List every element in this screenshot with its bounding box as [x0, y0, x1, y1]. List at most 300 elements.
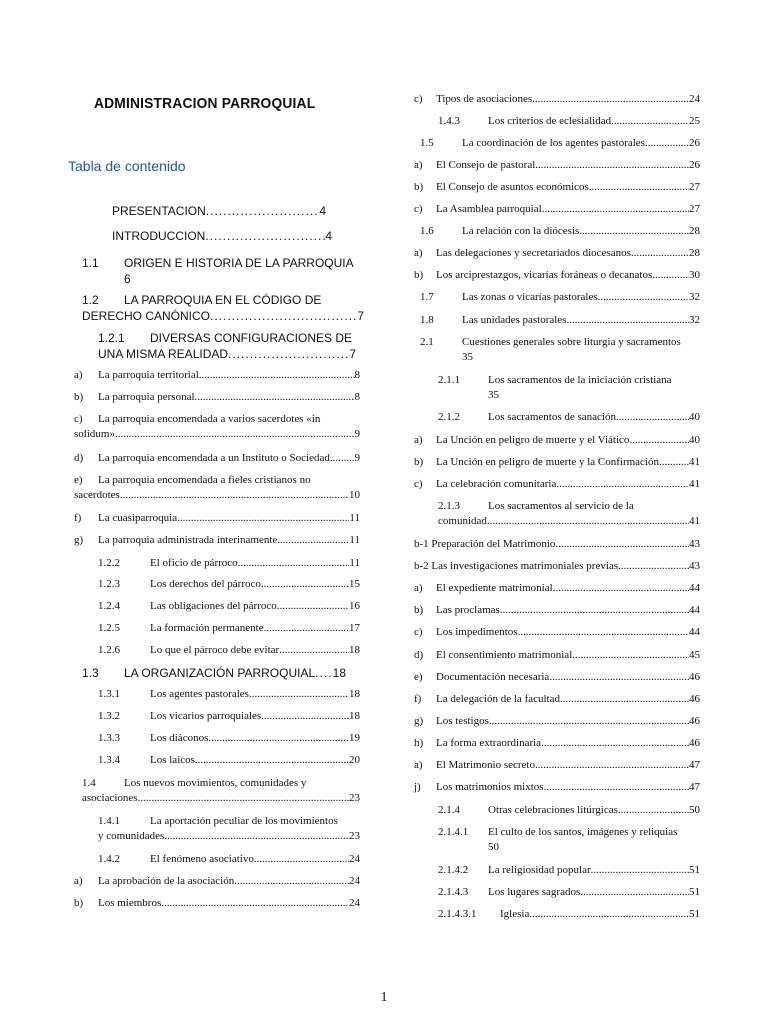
toc-entry-page: 11: [349, 557, 360, 569]
toc-entry-title: Otras celebraciones litúrgicas: [488, 804, 618, 816]
toc-entry-number: c): [414, 478, 423, 490]
dot-leader: [529, 907, 689, 922]
toc-entry-title: Los criterios de eclesialidad: [488, 115, 612, 127]
toc-entry-number: 1.2.4: [98, 600, 120, 612]
toc-entry-page: 6: [124, 272, 131, 286]
dot-leader: [234, 874, 349, 889]
toc-entry-number: 1.3.2: [98, 710, 120, 722]
toc-entry-title: PRESENTACION: [112, 204, 206, 218]
toc-entry-page: 7: [349, 347, 356, 361]
toc-entry[interactable]: [414, 581, 700, 596]
toc-entry[interactable]: [74, 533, 360, 548]
toc-entry-title: El Consejo de asuntos económicos: [436, 181, 589, 193]
dot-leader: [535, 158, 689, 173]
toc-entry-page: 41: [689, 478, 700, 490]
toc-entry-title: DIVERSAS CONFIGURACIONES DE: [150, 331, 353, 345]
toc-entry-page: 11: [349, 512, 360, 524]
dot-leader: [161, 896, 349, 911]
toc-entry[interactable]: [98, 731, 360, 746]
toc-entry-number: d): [414, 649, 424, 661]
dot-leader: [138, 791, 349, 806]
dot-leader: [177, 511, 349, 526]
toc-entry-title: La coordinación de los agentes pastorales: [462, 137, 645, 149]
toc-entry-number: c): [74, 413, 83, 425]
toc-entry-page: 41: [689, 456, 700, 468]
toc-entry-page: 9: [354, 452, 360, 464]
toc-entry-title-continued: y comunidades: [98, 830, 165, 842]
toc-entry-page: 40: [689, 411, 700, 423]
dot-leader: [208, 731, 349, 746]
toc-entry-title: Los sacramentos de la iniciación cristiana: [488, 374, 672, 386]
toc-entry-page: 24: [349, 853, 360, 865]
toc-entry-number: a): [74, 875, 83, 887]
toc-entry-title-continued: comunidad: [438, 515, 487, 527]
dot-leader: [629, 433, 689, 448]
toc-entry[interactable]: [414, 202, 700, 217]
toc-entry-title: Los matrimonios mixtos: [436, 781, 544, 793]
toc-entry-page: 26: [689, 137, 700, 149]
dot-leader: [277, 533, 349, 548]
toc-entry-page: 18: [349, 688, 360, 700]
toc-entry[interactable]: [414, 92, 700, 107]
dot-leader: [489, 714, 689, 729]
toc-entry-page: 46: [689, 737, 700, 749]
dot-leader: [579, 224, 689, 239]
toc-entry[interactable]: [438, 885, 700, 900]
toc-entry-number: b): [74, 391, 84, 403]
toc-entry-page: 45: [689, 649, 700, 661]
toc-entry-title: ORIGEN E HISTORIA DE LA PARROQUIA: [124, 256, 354, 270]
toc-entry[interactable]: [98, 814, 360, 844]
dot-leader: [195, 753, 349, 768]
toc-entry-title: El Matrimonio secreto: [436, 759, 535, 771]
toc-entry-number: 1.2.3: [98, 578, 120, 590]
toc-entry-title: Documentación necesaria: [436, 671, 550, 683]
toc-entry-title: La aportación peculiar de los movimientos: [150, 815, 338, 827]
toc-entry-number: c): [414, 203, 423, 215]
toc-entry[interactable]: [112, 203, 326, 219]
document-title: ADMINISTRACION PARROQUIAL: [94, 95, 316, 112]
toc-entry-page: 18: [332, 666, 346, 680]
toc-heading: Tabla de contenido: [68, 158, 186, 174]
toc-entry-page: 27: [689, 203, 700, 215]
toc-entry-number: e): [414, 671, 423, 683]
toc-entry-number: 2.1.4.3: [438, 886, 469, 898]
toc-entry-title: La Unción en peligro de muerte y el Viático: [436, 434, 630, 446]
toc-entry-page: 51: [689, 908, 700, 920]
toc-entry-number: a): [414, 434, 423, 446]
toc-entry-number: h): [414, 737, 424, 749]
toc-entry-title: El oficio de párroco: [150, 557, 238, 569]
toc-entry-page: 35: [488, 389, 499, 401]
toc-entry-page: 47: [689, 759, 700, 771]
dot-leader: [611, 114, 689, 129]
dot-leader: [555, 537, 689, 552]
dot-leader: [199, 368, 355, 383]
toc-entry-title: Los sacramentos de sanación: [488, 411, 616, 423]
toc-entry-number: b): [74, 897, 84, 909]
toc-entry-number: e): [74, 474, 83, 486]
toc-entry[interactable]: [420, 136, 700, 151]
toc-entry-page: 41: [689, 515, 700, 527]
toc-entry-number: 2.1.2: [438, 411, 460, 423]
toc-entry-number: b): [414, 181, 424, 193]
dot-leader: [616, 410, 689, 425]
toc-entry-title: Las unidades pastorales: [462, 314, 567, 326]
toc-entry-title: La parroquia encomendada a fieles cristianos no: [98, 474, 311, 486]
toc-entry[interactable]: [420, 224, 700, 239]
toc-entry-page: 9: [354, 428, 360, 440]
toc-entry-page: 44: [689, 626, 700, 638]
toc-entry-page: 26: [689, 159, 700, 171]
dot-leader: [560, 692, 689, 707]
toc-entry-title-continued: asociaciones: [82, 792, 138, 804]
toc-entry-number: a): [414, 247, 423, 259]
toc-entry-number: 1.2.2: [98, 557, 120, 569]
toc-entry-number: 2.1.4.2: [438, 864, 469, 876]
toc-entry-number: 2.1.4: [438, 804, 460, 816]
toc-entry-title: La parroquia personal: [98, 391, 195, 403]
toc-entry[interactable]: [414, 714, 700, 729]
dot-leader: [589, 180, 689, 195]
toc-entry-number: 2.1.4.1: [438, 826, 469, 838]
toc-entry[interactable]: [420, 290, 700, 305]
toc-entry-number: 1.2.6: [98, 644, 120, 656]
toc-entry[interactable]: [414, 648, 700, 663]
toc-entry-page: 51: [689, 886, 700, 898]
toc-entry-title-continued: solidum»: [74, 428, 115, 440]
toc-entry-title: Las obligaciones del párroco: [150, 600, 277, 612]
toc-entry-number: 1.4: [82, 777, 96, 789]
toc-entry-title-continued: sacerdotes: [74, 489, 120, 501]
toc-entry[interactable]: [414, 780, 700, 795]
toc-entry-number: 2.1.1: [438, 374, 460, 386]
dot-leader: [580, 885, 689, 900]
dot-leader: [566, 313, 689, 328]
toc-entry[interactable]: [74, 451, 360, 466]
toc-entry[interactable]: [74, 874, 360, 889]
toc-entry-page: 4: [319, 204, 326, 218]
toc-entry[interactable]: [414, 736, 700, 751]
dot-leader: [249, 687, 349, 702]
toc-entry-title: Tipos de asociaciones: [436, 93, 533, 105]
toc-entry[interactable]: [98, 753, 360, 768]
toc-entry-title: Los lugares sagrados: [488, 886, 581, 898]
dot-leader: [541, 736, 689, 751]
toc-entry-page: 50: [689, 804, 700, 816]
toc-entry-title: Los laicos: [150, 754, 195, 766]
toc-entry-number: b): [414, 456, 424, 468]
dot-leader: [572, 648, 689, 663]
toc-entry-title: b-2 Las investigaciones matrimoniales previas: [414, 560, 619, 572]
toc-entry[interactable]: [98, 577, 360, 592]
toc-entry-page: 18: [349, 644, 360, 656]
toc-entry-title: El culto de los santos, imágenes y reliquias: [488, 826, 678, 838]
toc-entry-number: 1.8: [420, 314, 434, 326]
toc-entry-page: 35: [462, 351, 473, 363]
page-number: 1: [380, 990, 388, 1005]
toc-entry[interactable]: [420, 335, 700, 365]
toc-entry[interactable]: [420, 313, 700, 328]
toc-entry-title: El consentimiento matrimonial: [436, 649, 573, 661]
dot-leader: [115, 427, 355, 442]
toc-entry[interactable]: [438, 410, 700, 425]
toc-entry-title: Cuestiones generales sobre liturgia y sacramentos: [462, 336, 681, 348]
toc-entry-title: Los agentes pastorales: [150, 688, 249, 700]
toc-entry-number: 1.4.2: [98, 853, 120, 865]
toc-entry[interactable]: [414, 670, 700, 685]
dot-leader: [598, 290, 689, 305]
dot-leader: [228, 346, 349, 362]
toc-entry[interactable]: [414, 268, 700, 283]
toc-entry[interactable]: [74, 473, 360, 503]
toc-entry-page: 16: [349, 600, 360, 612]
toc-entry-number: 1.3.3: [98, 732, 120, 744]
toc-entry[interactable]: [414, 158, 700, 173]
dot-leader: [553, 581, 689, 596]
dot-leader: [652, 268, 689, 283]
toc-entry[interactable]: [98, 621, 360, 636]
toc-entry[interactable]: [414, 537, 700, 552]
dot-leader: [195, 390, 355, 405]
toc-entry-number: 2.1: [420, 336, 434, 348]
dot-leader: [518, 625, 689, 640]
toc-entry[interactable]: [98, 556, 360, 571]
toc-entry-number: 1.5: [420, 137, 434, 149]
dot-leader: [544, 780, 689, 795]
toc-entry-number: g): [74, 534, 84, 546]
toc-entry-title: La parroquia encomendada a un Instituto o Sociedad: [98, 452, 330, 464]
toc-entry[interactable]: [414, 246, 700, 261]
toc-entry-title-continued: DERECHO CANÓNICO: [82, 309, 211, 323]
toc-entry[interactable]: [98, 687, 360, 702]
toc-entry-title: El Consejo de pastoral: [436, 159, 536, 171]
dot-leader: [254, 852, 349, 867]
toc-entry-number: b): [414, 604, 424, 616]
toc-entry[interactable]: [98, 709, 360, 724]
toc-entry-title: Lo que el párroco debe evitar: [150, 644, 280, 656]
toc-entry[interactable]: [98, 330, 356, 362]
toc-entry[interactable]: [74, 896, 360, 911]
toc-entry-number: a): [414, 159, 423, 171]
toc-entry[interactable]: [438, 803, 700, 818]
toc-entry-number: 1.3.1: [98, 688, 120, 700]
toc-entry-title: Los diáconos: [150, 732, 209, 744]
toc-entry-title: El fenómeno asociativo: [150, 853, 254, 865]
toc-entry-title: La relación con la diócesis: [462, 225, 580, 237]
dot-leader: [645, 136, 689, 151]
toc-entry[interactable]: [438, 114, 700, 129]
dot-leader: [238, 556, 350, 571]
dot-leader: [549, 670, 689, 685]
toc-entry[interactable]: [414, 692, 700, 707]
toc-entry[interactable]: [98, 643, 360, 658]
dot-leader: [279, 643, 349, 658]
toc-entry-title: INTRODUCCION: [112, 229, 206, 243]
toc-entry-title: Los vicarios parroquiales: [150, 710, 262, 722]
toc-entry[interactable]: [82, 292, 364, 324]
toc-entry-page: 25: [689, 115, 700, 127]
toc-entry-title: b-1 Preparación del Matrimonio: [414, 538, 556, 550]
toc-entry-page: 8: [354, 369, 360, 381]
toc-entry[interactable]: [414, 455, 700, 470]
toc-entry-page: 50: [488, 841, 499, 853]
toc-entry-number: 1.1: [82, 256, 99, 270]
toc-entry-page: 10: [349, 489, 360, 501]
toc-entry-number: d): [74, 452, 84, 464]
toc-entry[interactable]: [414, 625, 700, 640]
dot-leader: [261, 577, 349, 592]
toc-entry-number: c): [414, 626, 423, 638]
toc-entry[interactable]: [438, 907, 700, 922]
toc-entry-title: Los derechos del párroco: [150, 578, 261, 590]
toc-entry[interactable]: [74, 368, 360, 383]
dot-leader: [618, 803, 689, 818]
toc-entry-page: 7: [357, 309, 364, 323]
dot-leader: [120, 488, 349, 503]
toc-entry[interactable]: [438, 499, 700, 529]
toc-entry-page: 44: [689, 582, 700, 594]
toc-entry-page: 24: [349, 897, 360, 909]
dot-leader: [532, 92, 689, 107]
toc-entry-page: 4: [325, 229, 332, 243]
dot-leader: [264, 621, 349, 636]
toc-entry[interactable]: [414, 433, 700, 448]
toc-entry-page: 19: [349, 732, 360, 744]
toc-entry-number: j): [414, 781, 421, 793]
toc-entry-number: 2.1.4.3.1: [438, 908, 477, 920]
toc-entry[interactable]: [414, 603, 700, 618]
toc-entry-title: LA PARROQUIA EN EL CÓDIGO DE: [124, 293, 322, 307]
toc-entry-page: 11: [349, 534, 360, 546]
toc-entry-page: 40: [689, 434, 700, 446]
toc-entry[interactable]: [414, 180, 700, 195]
toc-entry-number: a): [74, 369, 83, 381]
toc-entry-page: 23: [349, 830, 360, 842]
toc-entry[interactable]: [112, 228, 332, 244]
toc-entry-page: 46: [689, 693, 700, 705]
toc-entry-page: 30: [689, 269, 700, 281]
toc-entry[interactable]: [82, 255, 364, 287]
dot-leader: [206, 203, 320, 219]
toc-entry-title: La religiosidad popular: [488, 864, 591, 876]
toc-entry-title: El expediente matrimonial: [436, 582, 553, 594]
dot-leader: [542, 202, 689, 217]
toc-entry-page: 32: [689, 291, 700, 303]
toc-entry-page: 47: [689, 781, 700, 793]
toc-entry[interactable]: [98, 852, 360, 867]
toc-entry[interactable]: [98, 599, 360, 614]
toc-entry-page: 28: [689, 225, 700, 237]
toc-entry[interactable]: [438, 825, 700, 855]
toc-entry-title: Los miembros: [98, 897, 162, 909]
toc-entry-page: 43: [689, 538, 700, 550]
toc-entry-title: Iglesia: [500, 908, 530, 920]
toc-entry-number: f): [414, 693, 422, 705]
toc-entry-title: La parroquia administrada interinamente: [98, 534, 278, 546]
toc-entry-page: 46: [689, 715, 700, 727]
toc-entry[interactable]: [414, 477, 700, 492]
toc-entry-title: Los arciprestazgos, vicarías foráneas o decanatos: [436, 269, 653, 281]
toc-entry-page: 28: [689, 247, 700, 259]
toc-entry-title-continued: UNA MISMA REALIDAD: [98, 347, 229, 361]
toc-entry-title: Los nuevos movimientos, comunidades y: [124, 777, 307, 789]
toc-entry-number: 1.2.1: [98, 331, 125, 345]
toc-entry-page: 8: [354, 391, 360, 403]
toc-entry-title: La formación permanente: [150, 622, 264, 634]
dot-leader: [164, 829, 349, 844]
dot-leader: [618, 559, 689, 574]
toc-entry[interactable]: [414, 758, 700, 773]
dot-leader: [261, 709, 349, 724]
toc-entry[interactable]: [82, 665, 346, 681]
dot-leader: [330, 451, 355, 466]
toc-entry-number: b): [414, 269, 424, 281]
dot-leader: [659, 455, 689, 470]
toc-entry-number: 1.4.3: [438, 115, 460, 127]
toc-entry-page: 27: [689, 181, 700, 193]
toc-entry-number: 2.1.3: [438, 500, 460, 512]
dot-leader: [535, 758, 689, 773]
toc-entry-number: 1.2: [82, 293, 99, 307]
toc-entry-title: La forma extraordinaria: [436, 737, 542, 749]
dot-leader: [631, 246, 689, 261]
dot-leader: [556, 477, 689, 492]
toc-entry-title: Los testigos: [436, 715, 489, 727]
toc-entry-title: La delegación de la facultad: [436, 693, 560, 705]
toc-entry-number: c): [414, 93, 423, 105]
toc-entry-page: 43: [689, 560, 700, 572]
toc-entry[interactable]: [74, 511, 360, 526]
toc-entry-page: 46: [689, 671, 700, 683]
toc-entry-title: La aprobación de la asociación: [98, 875, 235, 887]
toc-entry-number: a): [414, 759, 423, 771]
toc-entry-page: 17: [349, 622, 360, 634]
toc-entry[interactable]: [414, 559, 700, 574]
toc-entry[interactable]: [74, 390, 360, 405]
toc-entry-number: 1.6: [420, 225, 434, 237]
toc-entry-number: 1.3.4: [98, 754, 120, 766]
dot-leader: [315, 665, 332, 681]
toc-entry-number: g): [414, 715, 424, 727]
dot-leader: [591, 863, 689, 878]
toc-entry-number: 1.2.5: [98, 622, 120, 634]
dot-leader: [487, 514, 689, 529]
toc-entry-title: La cuasiparroquia: [98, 512, 178, 524]
toc-entry[interactable]: [438, 373, 700, 403]
toc-entry-page: 18: [349, 710, 360, 722]
toc-entry-page: 23: [349, 792, 360, 804]
toc-entry-number: 1.3: [82, 666, 99, 680]
toc-entry-number: 1.4.1: [98, 815, 120, 827]
toc-entry-title: La parroquia territorial: [98, 369, 199, 381]
toc-entry-page: 15: [349, 578, 360, 590]
toc-entry[interactable]: [438, 863, 700, 878]
toc-entry-title: LA ORGANIZACIÓN PARROQUIAL: [124, 666, 316, 680]
toc-entry-title: La Asamblea parroquial: [436, 203, 542, 215]
toc-entry-page: 20: [349, 754, 360, 766]
toc-entry-page: 44: [689, 604, 700, 616]
toc-entry-page: 24: [689, 93, 700, 105]
dot-leader: [277, 599, 349, 614]
toc-entry-page: 32: [689, 314, 700, 326]
toc-entry-title: La celebración comunitaria: [436, 478, 557, 490]
toc-entry-title: Las proclamas: [436, 604, 500, 616]
toc-entry-title: Los sacramentos al servicio de la: [488, 500, 634, 512]
toc-entry-title: Las delegaciones y secretariados diocesanos: [436, 247, 631, 259]
toc-entry[interactable]: [74, 412, 360, 442]
toc-entry[interactable]: [82, 776, 360, 806]
